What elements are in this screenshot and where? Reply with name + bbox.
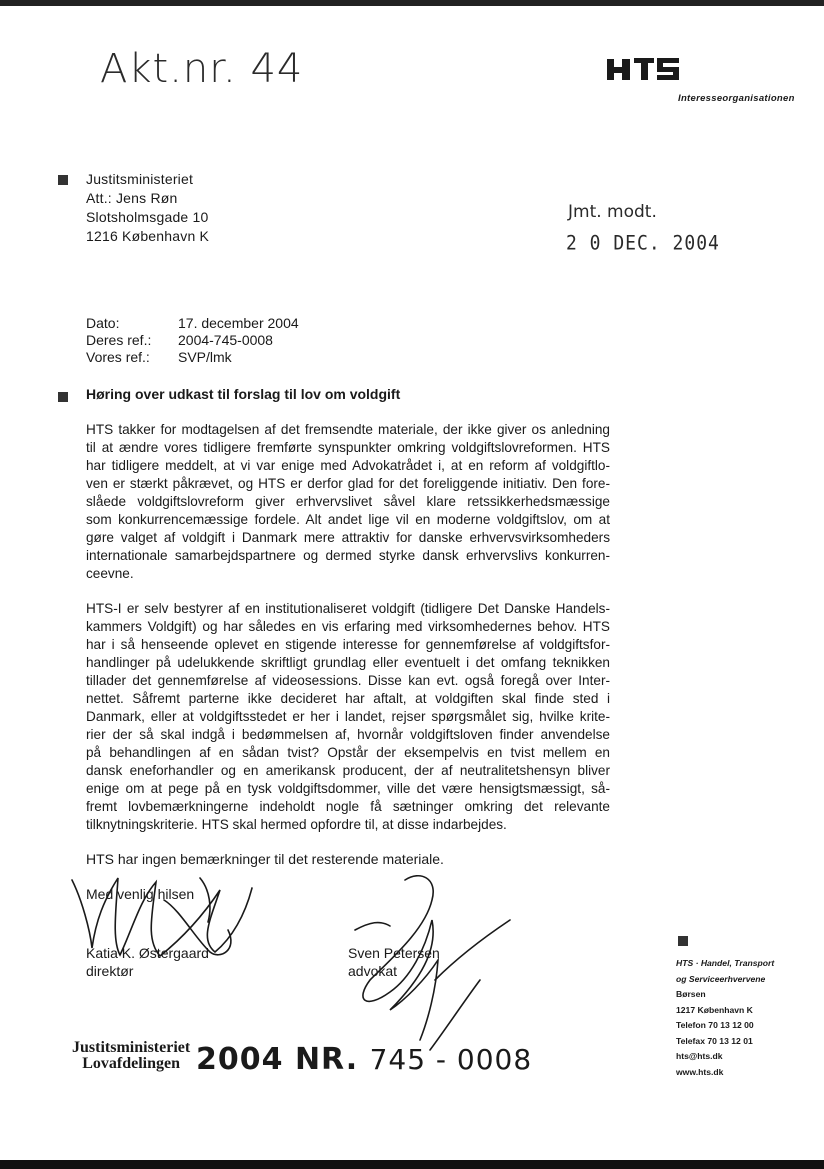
your-ref-value: 2004-745-0008: [178, 332, 273, 348]
body-line: ven er stærkt påkrævet, og HTS er derfor glad for det foreliggende initiativ. Den fore-: [86, 476, 610, 491]
footer-bullet-icon: [678, 936, 688, 946]
body-line: Danmark, eller at voldgiftsstedet er her i landet, rejser spørgsmålet sig, hvilke krite-: [86, 709, 610, 724]
signer-2-title: advokat: [348, 963, 398, 979]
signer-2: [348, 944, 440, 980]
footer-line: og Serviceerhvervene: [676, 973, 766, 984]
footer-line: Telefax 70 13 12 01: [676, 1035, 753, 1046]
recipient-line: Justitsministeriet: [86, 171, 194, 187]
body-line: ceevne.: [86, 566, 134, 581]
body-line: dansk eneforhandler og en amerikansk producent, der af neutralitetshensyn bliver: [86, 763, 610, 778]
body-line: har i så henseende oplevet en stigende interesse for gennemførelse af voldgiftsfor-: [86, 637, 610, 652]
body-line: tilknytningskriterie. HTS skal hermed opfordre til, at disse indarbejdes.: [86, 817, 507, 832]
case-number-year: 2004: [196, 1042, 284, 1077]
body-line: enige om at pege på en tysk voldgiftsdommer, ville det være hensigtsmæssigt, så-: [86, 781, 610, 796]
received-stamp-label: Jmt. modt.: [568, 202, 657, 222]
sender-footer: [676, 956, 774, 1080]
subject-bullet-icon: [58, 392, 68, 402]
akt-number: Akt.nr. 44: [100, 46, 304, 92]
hts-logo: [605, 56, 685, 82]
body-line: kammers Voldgift) og har således en vis erfaring med virksomhedernes behov. HTS: [86, 619, 610, 634]
signer-2-name: Sven Petersen: [348, 945, 440, 961]
scan-bottom-edge: [0, 1160, 824, 1169]
closing-line: HTS har ingen bemærkninger til det resterende materiale.: [86, 851, 444, 867]
scan-top-edge: [0, 0, 824, 6]
recipient-line: Slotsholmsgade 10: [86, 209, 209, 225]
case-number-stamp: [196, 1042, 532, 1077]
footer-line: www.hts.dk: [676, 1066, 724, 1077]
body-line: gøre valget af voldgift i Danmark mere attraktiv for danske erhvervsvirksomheders: [86, 530, 610, 545]
body-line: nettet. Såfremt parterne ikke decideret har aftalt, at voldgiften skal finde sted i: [86, 691, 610, 706]
footer-line: hts@hts.dk: [676, 1051, 723, 1061]
subject-heading: Høring over udkast til forslag til lov om voldgift: [86, 386, 401, 402]
footer-line: Telefon 70 13 12 00: [676, 1020, 754, 1030]
date-label: Dato:: [86, 315, 120, 331]
body-line: tillader det gennemførelse af videosessions. Disse kan evt. også foregå over Inter-: [86, 673, 610, 688]
footer-line: Børsen: [676, 989, 706, 999]
our-ref-value: SVP/lmk: [178, 349, 232, 365]
body-line: fremt lovbemærkningerne indeholdt nogle få sætninger omkring det relevante: [86, 799, 610, 814]
org-tagline: Interesseorganisationen: [678, 93, 795, 104]
our-ref-label: Vores ref.:: [86, 349, 150, 365]
body-line: til at ændre vores tidligere fremførte synspunkter omkring voldgiftslovreformen. HTS: [86, 440, 610, 455]
body-paragraph-1: [86, 421, 610, 583]
footer-line: 1217 København K: [676, 1004, 753, 1015]
your-ref-label: Deres ref.:: [86, 332, 152, 348]
ministry-stamp-line-1: Justitsministeriet: [72, 1039, 191, 1056]
body-line: som konkurrencemæssige fordele. Alt andet lige vil en moderne voldgiftslov, om at: [86, 512, 610, 527]
signer-1-name: Katia K. Østergaard: [86, 945, 209, 961]
recipient-line: Att.: Jens Røn: [86, 190, 178, 206]
recipient-address: [86, 170, 209, 246]
case-number-value: 745 - 0008: [369, 1043, 533, 1076]
body-line: handlinger på udelukkende skriftligt grundlag eller eventuelt i det omfang teknikken: [86, 655, 610, 670]
body-line: rier der så skal indgå i bedømmelsen af, hvornår voldgiftsloven finder anvendelse: [86, 727, 610, 742]
case-number-label: NR.: [294, 1042, 359, 1077]
body-line: har tidligere meddelt, at vi var enige med Advokatrådet i, at en reform af voldgiftlo-: [86, 458, 610, 473]
reference-block: [86, 315, 299, 366]
footer-line: HTS · Handel, Transport: [676, 958, 775, 968]
greeting: Med venlig hilsen: [86, 886, 195, 902]
received-stamp-date: 2 0 DEC. 2004: [566, 231, 720, 256]
body-line: HTS-I er selv bestyrer af en institutionaliseret voldgift (tidligere Det Danske Handels-: [86, 601, 610, 616]
body-line: på behandlingen af en sådan tvist? Opstår der eksempelvis en tvist mellem en: [86, 745, 610, 760]
signer-1-title: direktør: [86, 963, 134, 979]
body-line: slåede voldgiftslovreform giver erhvervslivet såvel klare retssikkerhedsmæssige: [86, 494, 610, 509]
signer-1: [86, 944, 209, 980]
ministry-stamp-line-2: Lovafdelingen: [82, 1055, 180, 1072]
body-paragraph-2: [86, 600, 610, 834]
body-line: internationale samarbejdspartnere og dermed styrke dansk erhvervslivs konkurren-: [86, 548, 610, 563]
date-value: 17. december 2004: [178, 315, 299, 331]
body-line: HTS takker for modtagelsen af det fremsendte materiale, der ikke giver os anledning: [86, 422, 610, 437]
address-bullet-icon: [58, 175, 68, 185]
recipient-line: 1216 København K: [86, 228, 210, 244]
ministry-stamp: [72, 1040, 190, 1072]
